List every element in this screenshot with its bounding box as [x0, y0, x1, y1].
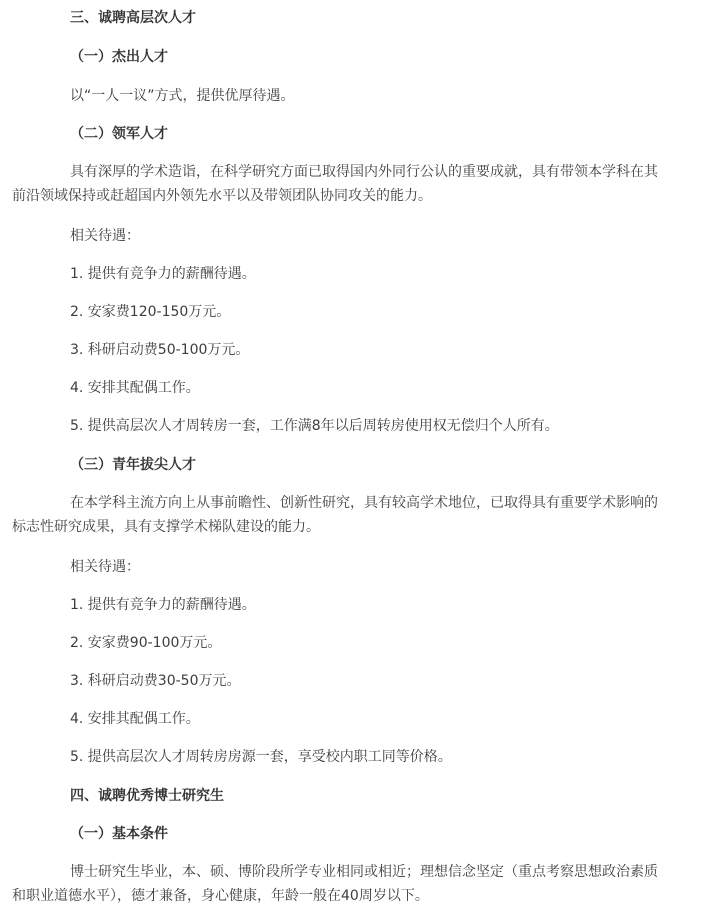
leading-talent-desc-line-2: 前沿领域保持或赶超国内外领先水平以及带领团队协同攻关的能力。	[12, 188, 432, 204]
young-benefit-item: 3. 科研启动费30-50万元。	[70, 673, 241, 689]
leading-talent-heading: （二）领军人才	[70, 126, 168, 142]
basic-conditions-desc-line-1: 博士研究生毕业，本、硕、博阶段所学专业相同或相近；理想信念坚定（重点考察思想政治素质	[70, 864, 658, 880]
young-benefit-item: 4. 安排其配偶工作。	[70, 711, 200, 727]
young-benefits-label: 相关待遇：	[70, 559, 140, 575]
young-benefit-item: 1. 提供有竞争力的薪酬待遇。	[70, 597, 256, 613]
leading-benefit-item: 4. 安排其配偶工作。	[70, 380, 200, 396]
section-4-heading: 四、诚聘优秀博士研究生	[70, 788, 224, 804]
leading-benefit-item: 2. 安家费120-150万元。	[70, 304, 231, 320]
outstanding-talent-heading: （一）杰出人才	[70, 49, 168, 65]
leading-benefit-item: 1. 提供有竞争力的薪酬待遇。	[70, 266, 256, 282]
young-talent-heading: （三）青年拔尖人才	[70, 457, 196, 473]
leading-talent-desc-line-1: 具有深厚的学术造诣，在科学研究方面已取得国内外同行公认的重要成就，具有带领本学科在其	[70, 164, 658, 180]
leading-benefits-label: 相关待遇：	[70, 228, 140, 244]
young-talent-desc-line-1: 在本学科主流方向上从事前瞻性、创新性研究，具有较高学术地位，已取得具有重要学术影响的	[70, 495, 658, 511]
section-3-heading: 三、诚聘高层次人才	[70, 10, 196, 26]
basic-conditions-desc-line-2: 和职业道德水平），德才兼备，身心健康，年龄一般在40周岁以下。	[12, 888, 429, 904]
basic-conditions-heading: （一）基本条件	[70, 826, 168, 842]
young-benefit-item: 5. 提供高层次人才周转房房源一套，享受校内职工同等价格。	[70, 749, 452, 765]
outstanding-talent-text: 以“一人一议”方式，提供优厚待遇。	[70, 88, 295, 104]
young-talent-desc-line-2: 标志性研究成果，具有支撑学术梯队建设的能力。	[12, 519, 320, 535]
young-benefit-item: 2. 安家费90-100万元。	[70, 635, 222, 651]
leading-benefit-item: 3. 科研启动费50-100万元。	[70, 342, 250, 358]
leading-benefit-item: 5. 提供高层次人才周转房一套，工作满8年以后周转房使用权无偿归个人所有。	[70, 418, 559, 434]
